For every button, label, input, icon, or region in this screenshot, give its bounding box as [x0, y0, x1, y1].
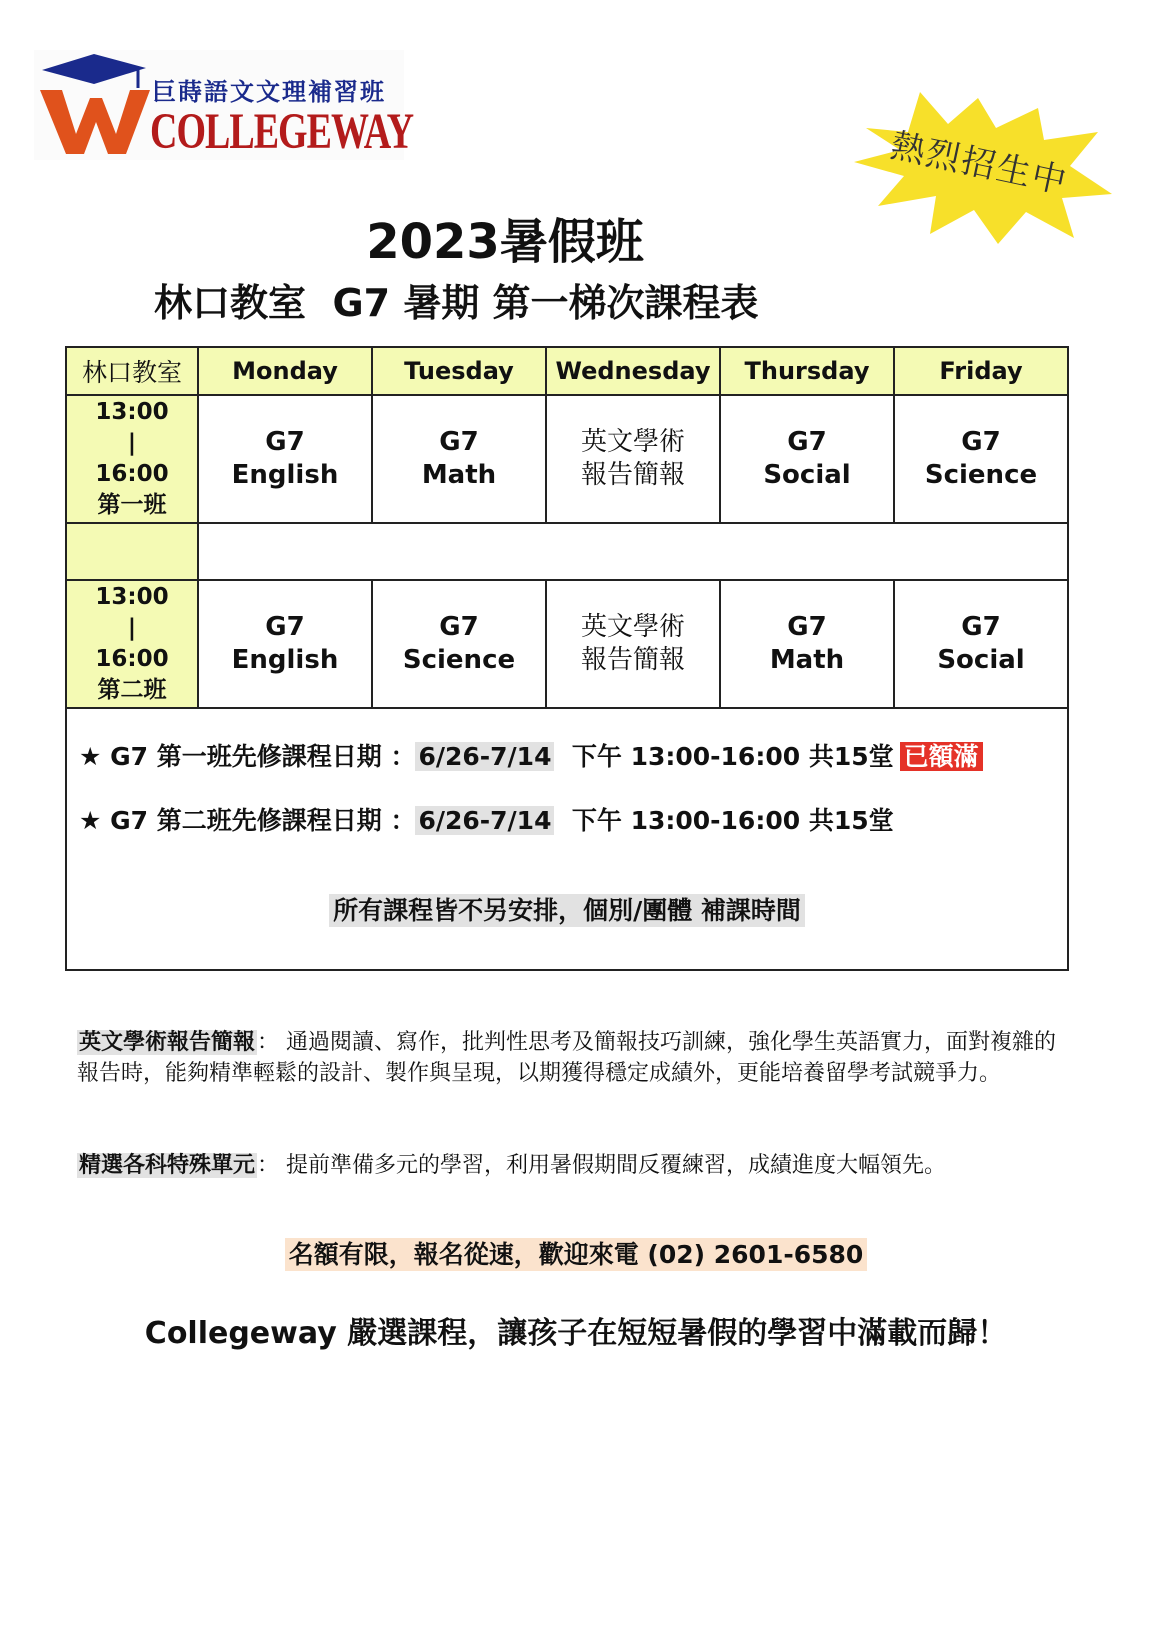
graduation-w-icon: [38, 52, 153, 156]
logo-chinese-name: 巨蒔語文文理補習班: [152, 77, 386, 106]
description-text: ： 提前準備多元的學習，利用暑假期間反覆練習，成績進度大幅領先。: [257, 1153, 947, 1178]
session-start: 13:00: [95, 399, 169, 425]
spacer-cell: [198, 523, 1068, 580]
class-cell: 英文學術 報告簡報: [546, 395, 720, 523]
session-row-1: [66, 395, 1068, 523]
class-cell: G7 Social: [894, 580, 1068, 708]
class-cell: G7 Science: [372, 580, 546, 708]
class-cell: 英文學術 報告簡報: [546, 580, 720, 708]
makeup-policy: 所有課程皆不另安排，個別/團體 補課時間: [67, 891, 1067, 927]
day-header: Wednesday: [546, 347, 720, 395]
session-time-cell: [66, 395, 198, 523]
session-row-2: [66, 580, 1068, 708]
page-title: 2023暑假班: [366, 214, 644, 270]
description-term: 英文學術報告簡報: [79, 1030, 256, 1055]
contact-line: 名額有限，報名從速，歡迎來電 (02) 2601-6580: [0, 1235, 1152, 1271]
collegeway-logo: [34, 50, 414, 161]
class-2-dates-note: ★ G7 第二班先修課程日期 ： 6/26-7/14 下午 13:00-16:00 共15堂: [79, 806, 894, 835]
class-cell: G7 Math: [720, 580, 894, 708]
notes-cell: [66, 708, 1068, 970]
class-cell: G7 Social: [720, 395, 894, 523]
session-end: 16:00: [95, 461, 169, 487]
class-cell: G7 English: [198, 580, 372, 708]
day-header: Tuesday: [372, 347, 546, 395]
session-separator: |: [127, 430, 137, 456]
description-academic-report: [77, 1027, 1077, 1089]
session-name: 第一班: [97, 492, 167, 518]
enrollment-badge-text: 熱烈招生中: [887, 125, 1072, 203]
spacer-row: [66, 523, 1068, 580]
session-separator: |: [127, 615, 137, 641]
schedule-header-row: [66, 347, 1068, 395]
session-time-cell: [66, 580, 198, 708]
logo-english-name: COLLEGEWAY: [150, 103, 414, 161]
description-term: 精選各科特殊單元: [79, 1153, 256, 1178]
session-name: 第二班: [97, 677, 167, 703]
description-text: ： 通過閱讀、寫作，批判性思考及簡報技巧訓練，強化學生英語實力，面對複雜的報告時，能夠精準輕鬆的設計、製作與呈現，以期獲得穩定成績外，更能培養留學考試競爭力。: [77, 1030, 1057, 1086]
session-end: 16:00: [95, 646, 169, 672]
description-special-units: [77, 1150, 1077, 1181]
schedule-table: [65, 346, 1069, 971]
dates-highlight: 6/26-7/14: [415, 806, 554, 835]
page-subtitle: 林口教室 G7 暑期 第一梯次課程表: [154, 281, 759, 325]
class-cell: G7 English: [198, 395, 372, 523]
room-header: 林口教室: [66, 347, 198, 395]
day-header: Thursday: [720, 347, 894, 395]
class-cell: G7 Science: [894, 395, 1068, 523]
day-header: Friday: [894, 347, 1068, 395]
dates-highlight: 6/26-7/14: [415, 742, 554, 771]
class-1-dates-note: ★ G7 第一班先修課程日期 ： 6/26-7/14 下午 13:00-16:00 共15堂 已額滿: [79, 737, 983, 773]
spacer-time-cell: [66, 523, 198, 580]
notes-row: [66, 708, 1068, 970]
slogan: Collegeway 嚴選課程，讓孩子在短短暑假的學習中滿載而歸！: [144, 1316, 1008, 1351]
session-start: 13:00: [95, 584, 169, 610]
full-badge: 已額滿: [900, 742, 983, 771]
day-header: Monday: [198, 347, 372, 395]
class-cell: G7 Math: [372, 395, 546, 523]
